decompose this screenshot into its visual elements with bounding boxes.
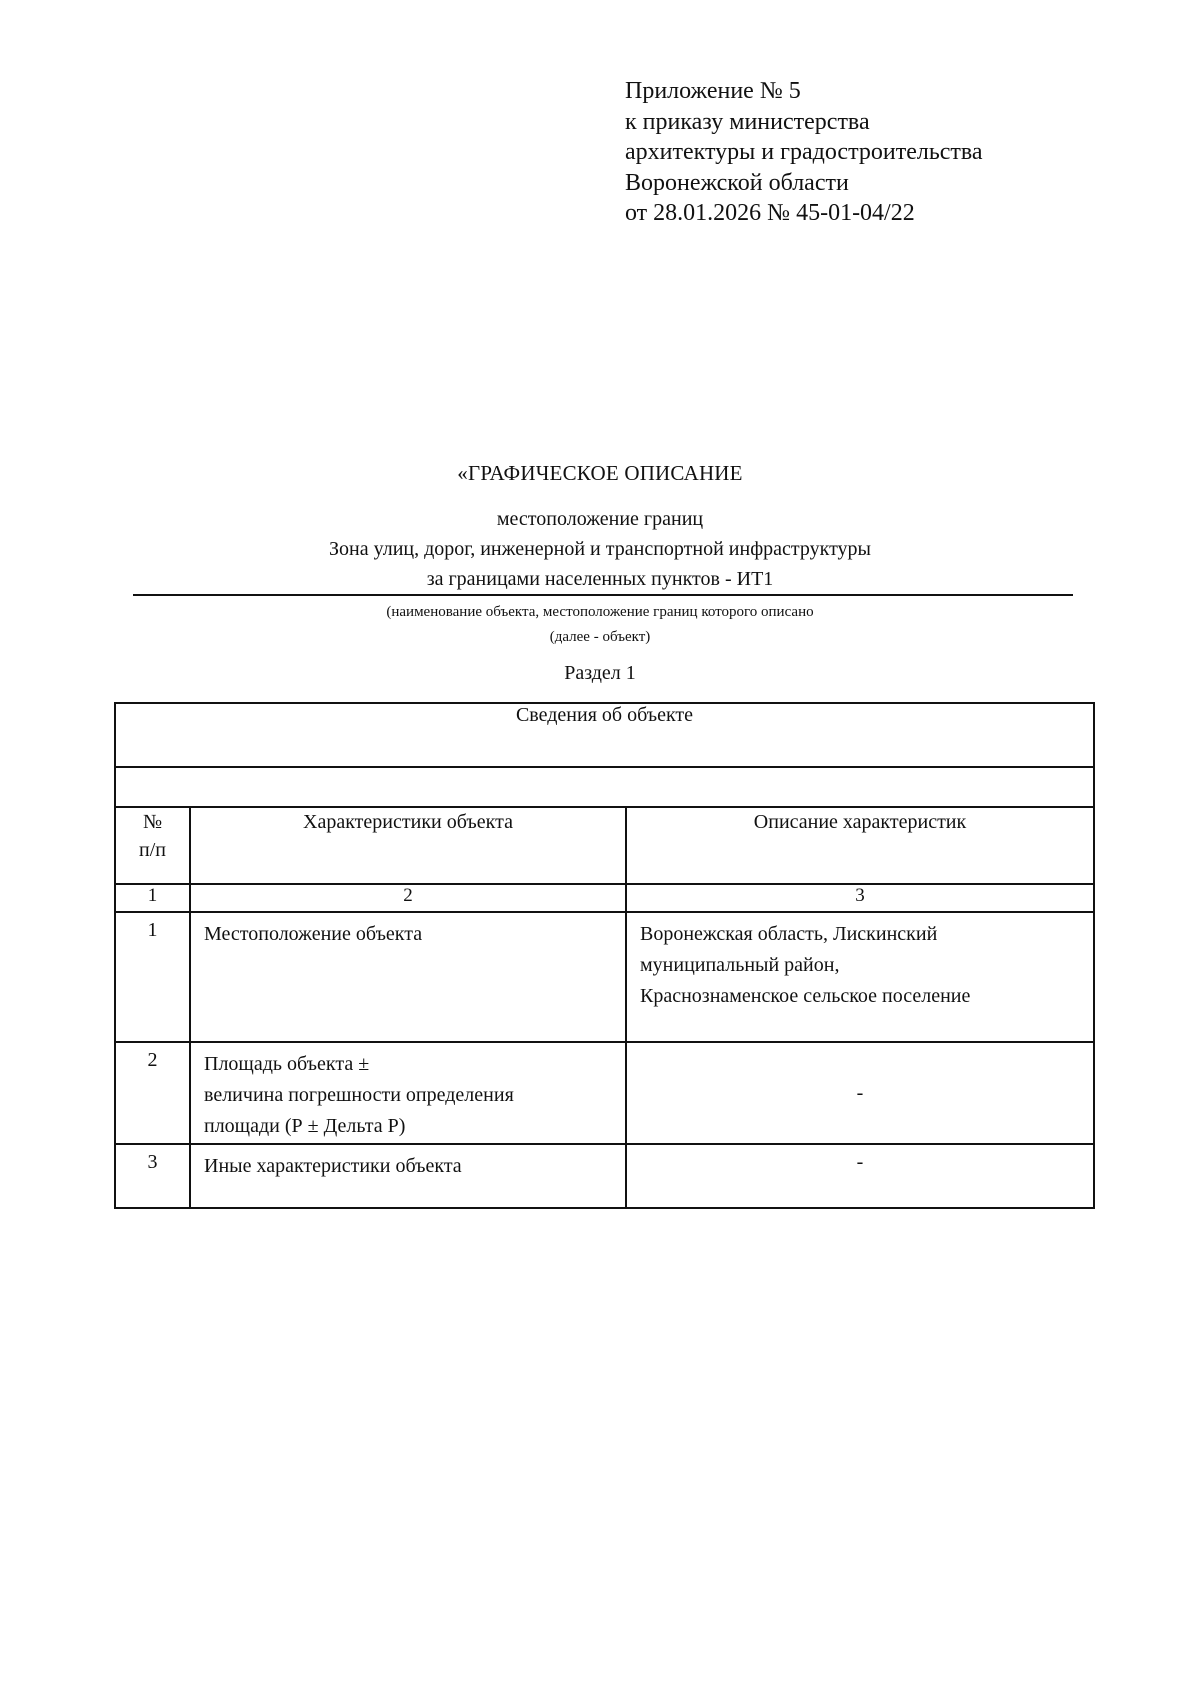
table-title: Сведения об объекте	[115, 703, 1094, 767]
object-info-table	[114, 702, 1095, 1209]
table-blank-row	[115, 767, 1094, 807]
appendix-region: Воронежской области	[625, 169, 849, 196]
caption-line-2: (далее - объект)	[549, 629, 651, 645]
column-header-characteristics: Характеристики объекта	[190, 807, 626, 884]
appendix-header	[625, 76, 983, 229]
column-header-number: № п/п	[115, 807, 190, 884]
object-name-caption	[0, 600, 1200, 650]
object-name-underline	[133, 594, 1073, 596]
appendix-ministry: архитектуры и градостроительства	[625, 139, 983, 165]
table-row	[115, 1042, 1094, 1144]
table-row	[115, 912, 1094, 1042]
blank-cell	[115, 767, 1094, 807]
appendix-number: Приложение № 5	[625, 78, 801, 104]
row-description: -	[626, 1042, 1094, 1144]
table-column-numbers	[115, 884, 1094, 912]
appendix-date: от 28.01.2026 № 45-01-04/22	[625, 200, 915, 226]
caption-line-1: (наименование объекта, местоположение границ которого описано	[386, 604, 814, 620]
document-title: «ГРАФИЧЕСКОЕ ОПИСАНИЕ	[457, 461, 743, 485]
column-number-2: 2	[190, 884, 626, 912]
row-number: 2	[115, 1042, 190, 1144]
row-number: 3	[115, 1144, 190, 1208]
row-description: -	[626, 1144, 1094, 1208]
appendix-order-ref: к приказу министерства	[625, 108, 870, 135]
column-header-description: Описание характеристик	[626, 807, 1094, 884]
column-number-3: 3	[626, 884, 1094, 912]
table-row	[115, 1144, 1094, 1208]
table-column-headers	[115, 807, 1094, 884]
subtitle-line-2: Зона улиц, дорог, инженерной и транспортной инфраструктуры	[329, 538, 871, 560]
section-label: Раздел 1	[564, 662, 636, 684]
row-number: 1	[115, 912, 190, 1042]
row-characteristic: Иные характеристики объекта	[190, 1144, 626, 1208]
document-subtitle	[0, 504, 1200, 594]
subtitle-line-1: местоположение границ	[496, 508, 704, 530]
subtitle-line-3: за границами населенных пунктов - ИТ1	[426, 568, 774, 590]
row-characteristic: Площадь объекта ± величина погрешности определения площади (Р ± Дельта Р)	[190, 1042, 626, 1144]
row-description: Воронежская область, Лискинский муниципальный район, Краснознаменское сельское поселение	[626, 912, 1094, 1042]
table-title-row	[115, 703, 1094, 767]
row-characteristic: Местоположение объекта	[190, 912, 626, 1042]
column-number-1: 1	[115, 884, 190, 912]
